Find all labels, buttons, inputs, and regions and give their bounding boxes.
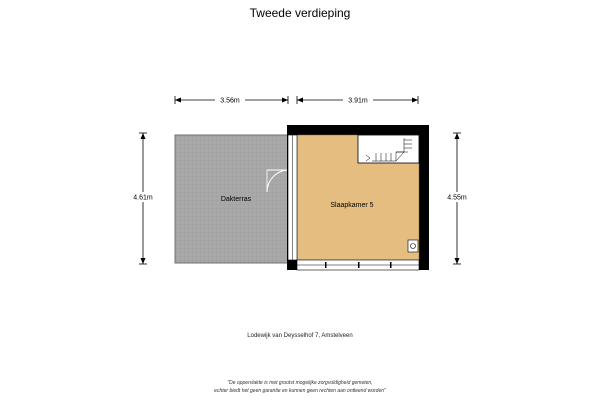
- dimension-label-top-left: 3.56m: [220, 97, 240, 105]
- radiator-icon: [408, 240, 418, 252]
- dimension-label-left: 4.61m: [133, 194, 153, 202]
- dimension-left: [128, 133, 158, 264]
- disclaimer-line-1: "De oppervlakte is met grootst mogelijke zorgvuldigheid gemeten,: [227, 380, 373, 386]
- address: Lodewijk van Deysselhof 7, Amstelveen: [247, 333, 353, 339]
- stairwell: [358, 135, 419, 163]
- dimension-top-right: [297, 95, 418, 105]
- dimension-top-left: [175, 95, 288, 105]
- dimension-label-right: 4.55m: [447, 194, 467, 202]
- room-label-terrace: Dakterras: [220, 196, 252, 203]
- room-label-bedroom: Slaapkamer 5: [330, 202, 374, 209]
- room-terrace: [175, 135, 289, 263]
- dimension-label-top-right: 3.91m: [348, 97, 368, 105]
- dimension-right: [442, 133, 472, 264]
- page-title: Tweede verdieping: [249, 6, 351, 20]
- room-bedroom: [288, 135, 419, 270]
- disclaimer-line-2: echter biedt het geen garantie en kunnen geen rechten aan ontleend worden": [214, 388, 386, 394]
